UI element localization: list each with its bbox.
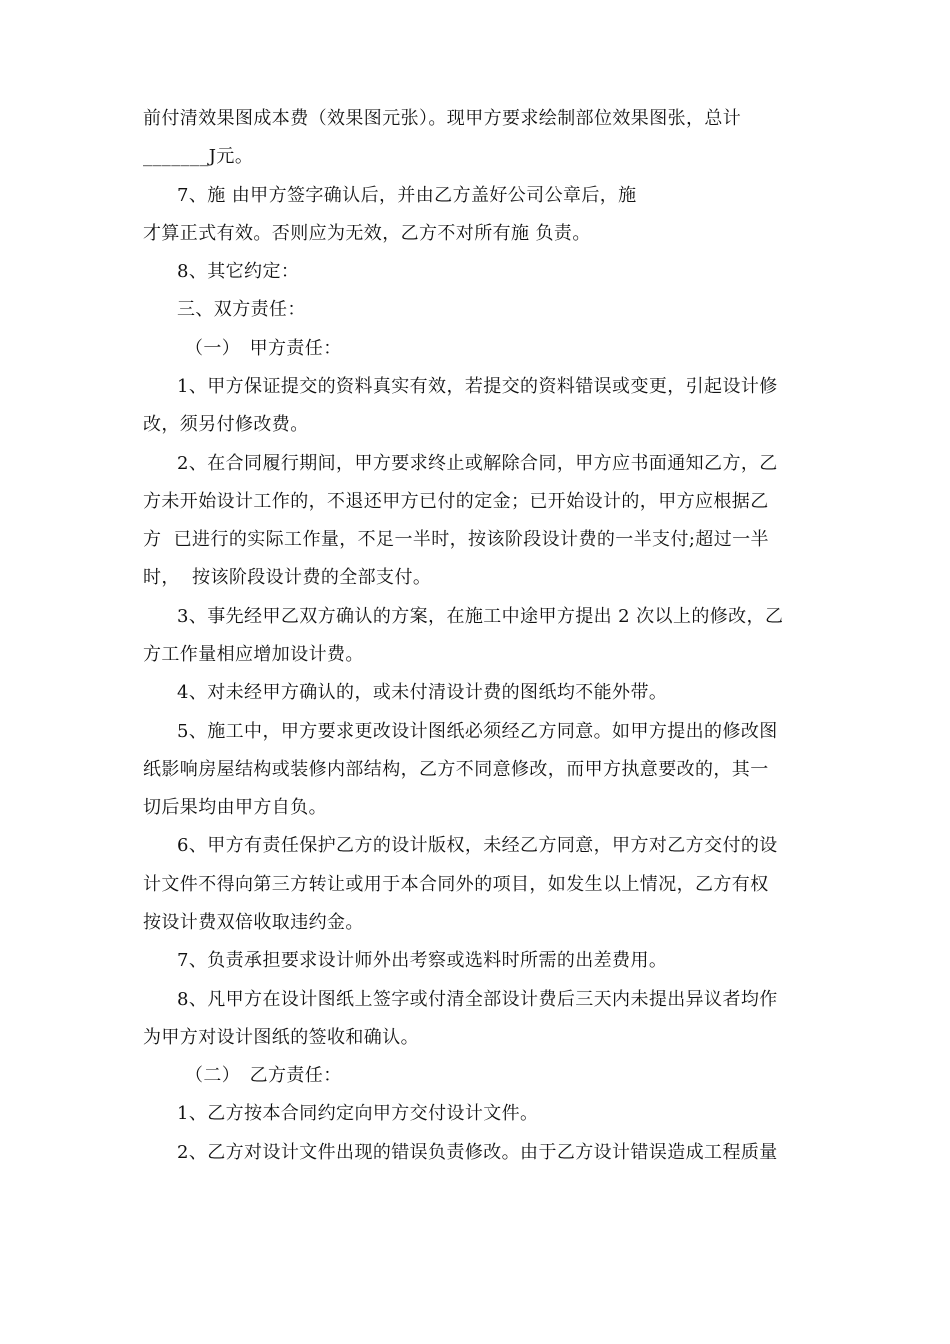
text-line: 计文件不得向第三方转让或用于本合同外的项目，如发生以上情况，乙方有权 <box>143 874 769 895</box>
text-line: 1、甲方保证提交的资料真实有效，若提交的资料错误或变更，引起设计修 <box>177 376 778 397</box>
subsection-heading: （一） 甲方责任： <box>185 338 342 359</box>
text-line: 为甲方对设计图纸的签收和确认。 <box>143 1027 419 1048</box>
text-line: 7、负责承担要求设计师外出考察或选料时所需的出差费用。 <box>177 950 668 971</box>
section-heading: 三、双方责任： <box>177 299 306 320</box>
text-line: 方工作量相应增加设计费。 <box>143 644 364 665</box>
text-line: _______J元。 <box>143 146 254 167</box>
text-line: 2、在合同履行期间，甲方要求终止或解除合同，甲方应书面通知乙方，乙 <box>177 453 778 474</box>
text-line: 7、施 由甲方签字确认后，并由乙方盖好公司公章后，施 <box>177 185 637 206</box>
text-line: 5、施工中，甲方要求更改设计图纸必须经乙方同意。如甲方提出的修改图 <box>177 721 778 742</box>
text-line: 1、乙方按本合同约定向甲方交付设计文件。 <box>177 1103 539 1124</box>
text-line: 8、凡甲方在设计图纸上签字或付清全部设计费后三天内未提出异议者均作 <box>177 989 778 1010</box>
text-line: 前付清效果图成本费（效果图元张）。现甲方要求绘制部位效果图张，总计 <box>143 108 742 129</box>
text-line: 方未开始设计工作的，不退还甲方已付的定金；已开始设计的，甲方应根据乙 <box>143 491 769 512</box>
text-line: 方 已进行的实际工作量，不足一半时，按该阶段设计费的一半支付;超过一半 <box>143 529 769 550</box>
text-line: 时， 按该阶段设计费的全部支付。 <box>143 567 432 588</box>
subsection-heading: （二） 乙方责任： <box>185 1065 342 1086</box>
text-line: 改，须另付修改费。 <box>143 414 309 435</box>
text-line: 8、其它约定： <box>177 261 300 282</box>
text-line: 切后果均由甲方自负。 <box>143 797 327 818</box>
text-line: 2、乙方对设计文件出现的错误负责修改。由于乙方设计错误造成工程质量 <box>177 1142 778 1163</box>
text-line: 4、对未经甲方确认的，或未付清设计费的图纸均不能外带。 <box>177 682 668 703</box>
text-line: 3、事先经甲乙双方确认的方案，在施工中途甲方提出 2 次以上的修改，乙 <box>177 606 784 627</box>
text-line: 才算正式有效。否则应为无效，乙方不对所有施 负责。 <box>143 223 591 244</box>
text-line: 6、甲方有责任保护乙方的设计版权，未经乙方同意，甲方对乙方交付的设 <box>177 835 778 856</box>
text-line: 按设计费双倍收取违约金。 <box>143 912 364 933</box>
text-line: 纸影响房屋结构或装修内部结构，乙方不同意修改，而甲方执意要改的，其一 <box>143 759 769 780</box>
